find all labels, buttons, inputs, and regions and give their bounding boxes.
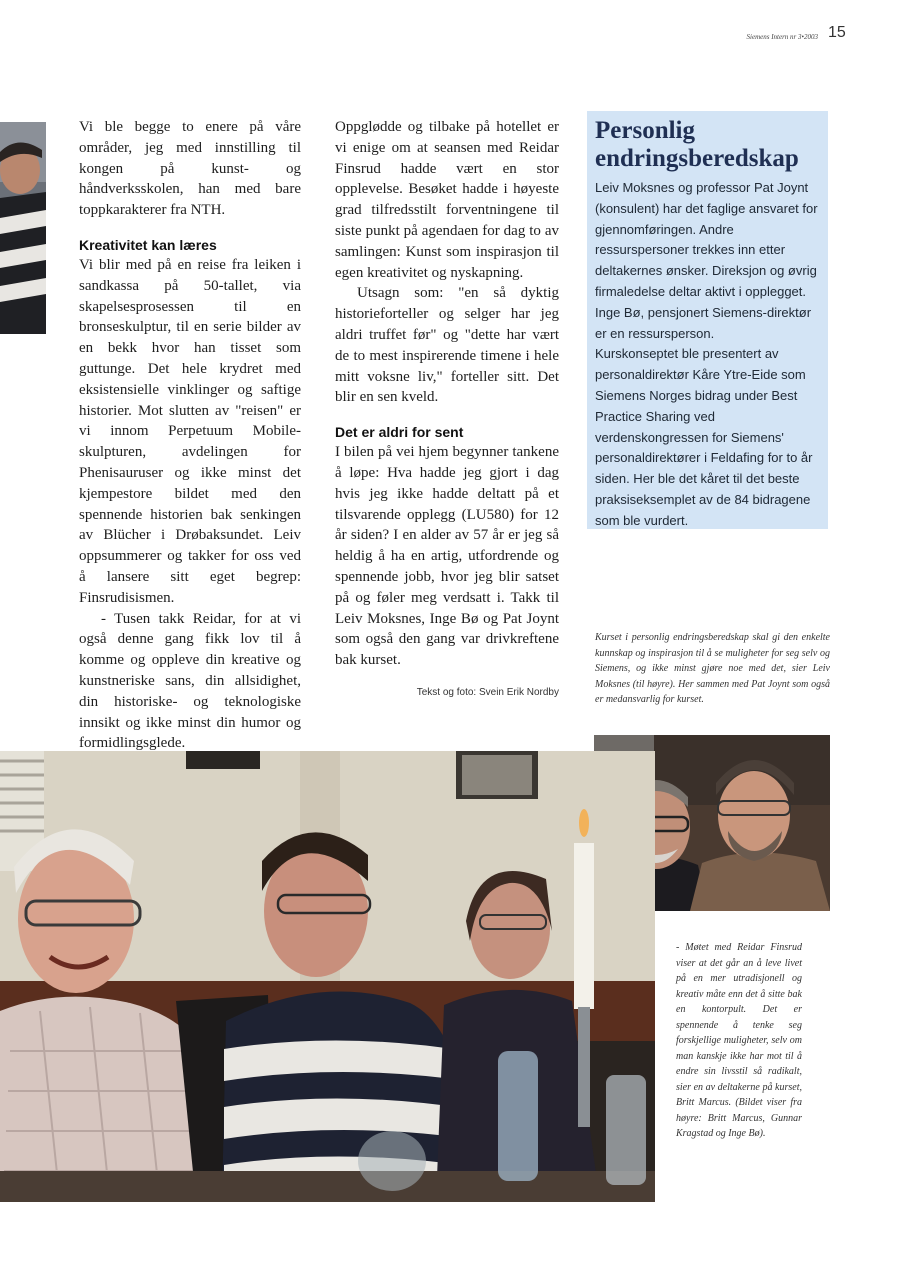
photo-credit: Tekst og foto: Svein Erik Nordby xyxy=(416,686,559,698)
caption-right-photo: Kurset i personlig endringsberedskap skal gi den enkelte kunnskap og inspirasjon til å se muligheter for seg selv og Siemens, og ikke minst gjøre noe med det, sier Leiv Moksnes (til høyre). Her sammen med Pat Joynt som også er medansvarlig for kurset. xyxy=(595,632,830,705)
left-edge-photo xyxy=(0,122,46,334)
article-column-1 xyxy=(79,117,301,754)
paragraph: I bilen på vei hjem begynner tankene å løpe: Hva hadde jeg gjort i dag hvis jeg ikke hadde deltatt på et tilsvarende opplegg (LU580) for 12 år siden? I en alder av 57 år er jeg så heldig å ha en artig, utfordrende og spennende jobb, hvor jeg blir satset på og føler meg verdsatt i. Takk til Leiv Moksnes, Inge Bø og Pat Joynt som også den gang var drivkreftene bak kurset. xyxy=(335,444,559,669)
paragraph: Vi blir med på en reise fra leiken i sandkassa på 50-tallet, via skapelsesprosessen til en bronseskulptur, til en serie bilder av en bekk hvor han tisset som guttunge. Det hele krydret med eksistensielle vinklinger og saftige historier. Mot slutten av "reisen" er vi innom Perpetuum Mobile-skulpturen, avdelingen for Phenisauruser og ikke minst det kjempestore bildet med den spennende historien bak senkingen av Blücher i Drøbaksundet. Leiv oppsummerer og takker for oss ved å lansere sitt eget begrep: Finsrudisismen. xyxy=(79,256,301,606)
caption-main-photo: - Møtet med Reidar Finsrud viser at det går an å leve livet på en mer utradisjonell og kreativ måte enn det å sitte bak en kontorpult. Det er spennende å tenke seg forskjellige muligheter, selv om man kanskje ikke har mot til å endre sin livsstil så radikalt, sier en av deltakerne på kurset, Britt Marcus. (Bildet viser fra høyre: Britt Marcus, Gunnar Kragstad og Inge Bø). xyxy=(676,942,802,1139)
paragraph: Utsagn som: "en så dyktig historieforteller og selger har jeg aldri truffet før" og "dette har vært de to mest inspirerende timene i hele mitt voksne liv," forteller sitt. Det blir en sen kveld. xyxy=(335,285,559,406)
sidebox-paragraph: Inge Bø, pensjonert Siemens-direktør er en ressursperson. xyxy=(595,304,812,341)
article-column-2 xyxy=(335,117,559,704)
subheading-kreativitet: Kreativitet kan læres xyxy=(79,236,217,253)
publication-label: Siemens Intern nr 3•2003 xyxy=(746,33,818,41)
sidebox-paragraph: Kurskonseptet ble presentert av personaldirektør Kåre Ytre-Eide som Siemens Norges bidrag under Best Practice Sharing ved verdenskongressen for Siemens' personaldirektører i Feldafing for to år siden. Her ble det kåret til det beste praksiseksemplet av de 84 bidragene som ble vurdert. xyxy=(595,346,813,528)
paragraph: Vi ble begge to enere på våre områder, jeg med innstilling til kongen på kunst- og håndverksskolen, han med bare toppkarakterer fra NTH. xyxy=(79,119,301,219)
page-number: 15 xyxy=(828,24,846,41)
sidebox-title: Personlig endringsberedskap xyxy=(595,117,799,172)
group-dinner-photo xyxy=(0,751,655,1202)
paragraph: Oppglødde og tilbake på hotellet er vi enige om at seansen med Reidar Finsrud hadde vært en stor opplevelse. Besøket hadde i høyeste grad tilfredsstilt forventningene til siste punkt på agendaen for dag to av samlingen: Kunst som inspirasjon til egen kreativitet og nyskapning. xyxy=(335,119,559,281)
sidebox-paragraph: Leiv Moksnes og professor Pat Joynt (konsulent) har det faglige ansvaret for gjennomføringen. Andre ressurspersoner trekkes inn etter deltakernes ønsker. Direksjon og øvrig firmaledelse deltar aktivt i opplegget. xyxy=(595,180,818,299)
subheading-aldri-for-sent: Det er aldri for sent xyxy=(335,424,464,441)
info-sidebox xyxy=(587,111,828,529)
paragraph: - Tusen takk Reidar, for at vi også denne gang fikk lov til å komme og oppleve din kreative og kunstneriske sans, din allsidighet, din historiske- og teknologiske innsikt og ikke minst din humor og formidlingsglede. xyxy=(79,610,301,752)
